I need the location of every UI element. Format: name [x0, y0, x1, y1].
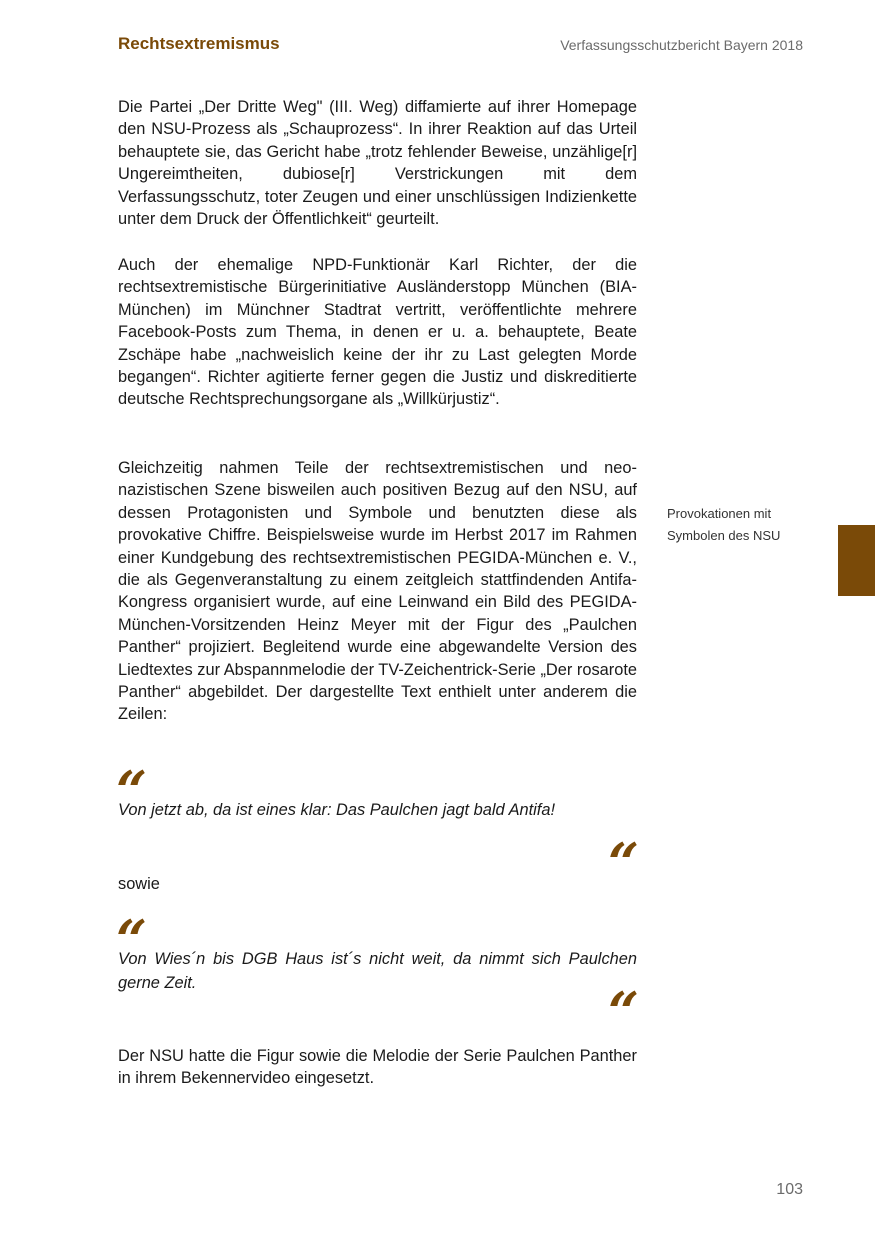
page-number: 103 [776, 1181, 803, 1198]
connector-text: sowie [118, 875, 160, 893]
quote-1: Von jetzt ab, da ist eines klar: Das Paulchen jagt bald Antifa! [118, 801, 556, 819]
quote-close-icon: “ [608, 831, 640, 895]
chapter-tab-marker [838, 525, 875, 596]
quote-close-icon: “ [608, 980, 640, 1044]
paragraph-3: Gleichzeitig nahmen Teile der rechtsextremistischen und neonazistischen Szene bisweilen auch positiven Bezug auf den NSU, auf dessen Protagonisten und Symbole und benutzten diese als provokative Chiffre. Beispielsweise wurde im Herbst 2017 im Rahmen einer Kundgebung des rechtsextremistischen PEGIDA-München e. V., die als Gegenveranstaltung zu einem zeitgleich stattfindenden Antifa-Kongress organisiert wurde, auf eine Leinwand ein Bild des PEGIDA-München-Vorsitzenden Heinz Meyer mit der Figur des „Paulchen Panther“ projiziert. Begleitend wurde eine abgewandelte Version des Liedtextes zur Abspannmelodie der TV-Zeichentrick-Serie „Der rosarote Panther“ abgebildet. Der dargestellte Text enthielt unter anderem die Zeilen: [118, 459, 637, 724]
margin-note [667, 503, 817, 547]
margin-note-line-1: Provokationen mit [667, 506, 772, 521]
publication-title: Verfassungsschutzbericht Bayern 2018 [560, 37, 803, 53]
quote-open-icon: “ [116, 759, 148, 823]
section-title: Rechtsextremismus [118, 34, 280, 53]
paragraph-1: Die Partei „Der Dritte Weg" (III. Weg) diffamierte auf ihrer Homepage den NSU-Prozess als „Schauprozess“. In ihrer Reaktion auf das Urteil behauptete sie, das Gericht habe „trotz fehlender Beweise, unzählige[r] Ungereimtheiten, dubiose[r] Verstrickungen mit dem Verfassungsschutz, toter Zeugen und einer unschlüssigen Indizienkette unter dem Druck der Öffentlichkeit“ geurteilt. [118, 98, 637, 229]
closing-paragraph: Der NSU hatte die Figur sowie die Melodie der Serie Paulchen Panther in ihrem Bekennervideo eingesetzt. [118, 1047, 637, 1088]
margin-note-line-2: Symbolen des NSU [667, 528, 781, 543]
quote-2: Von Wies´n bis DGB Haus ist´s nicht weit, da nimmt sich Paulchen gerne Zeit. [118, 950, 637, 992]
paragraph-2: Auch der ehemalige NPD-Funktionär Karl Richter, der die rechtsextremistische Bürgerinitiative Ausländerstopp München (BIA-München) im Münchner Stadtrat vertritt, veröffentlichte mehrere Facebook-Posts zum Thema, in denen er u. a. behauptete, Beate Zschäpe habe „nachweislich keine der ihr zu Last gelegten Morde begangen“. Richter agitierte ferner gegen die Justiz und diskreditierte deutsche Rechtsprechungsorgane als „Willkürjustiz“. [118, 256, 637, 409]
quote-open-icon: “ [116, 908, 148, 972]
